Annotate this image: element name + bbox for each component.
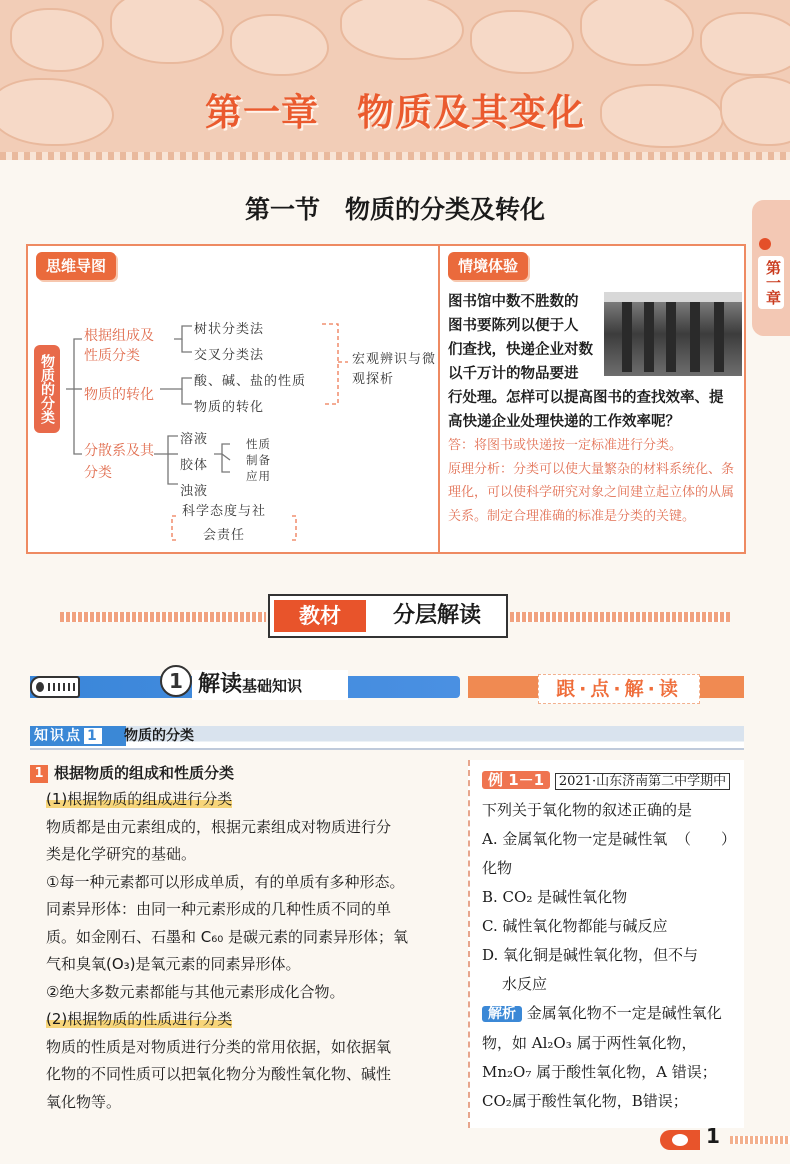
chapter-title: 第一章 物质及其变化: [205, 91, 585, 134]
mind-map-center: 物质的分类: [34, 345, 60, 433]
banner-left-label: 教材: [274, 600, 366, 632]
branch-dispersion: 分散系及其分类: [84, 443, 154, 481]
pen-icon: [30, 676, 80, 698]
scene-line: 图书馆中数不胜数的: [448, 294, 579, 310]
example-tag: 例 1－1: [482, 771, 550, 789]
content-line: [30, 1061, 464, 1089]
content-line: [30, 814, 464, 842]
content-line: [30, 869, 464, 897]
chapter-side-tab[interactable]: [752, 200, 790, 336]
scene-question: [448, 290, 738, 434]
option-d-cont: 水反应: [502, 975, 548, 993]
kp-label: 知识点: [34, 728, 82, 744]
pin-icon: [759, 238, 771, 250]
side-tab-label: 第一章: [758, 256, 784, 309]
analysis-text: 金属氧化物不一定是碱性氧化物，如 Al₂O₃ 属于两性氧化物，Mn₂O₇ 属于酸性氧化物，A 错误；CO₂属于酸性氧化物，B错误；: [482, 1004, 722, 1110]
scene-line: 们查找，快递企业对数: [448, 342, 593, 358]
leaf-cross-classification: 交叉分类法: [194, 348, 265, 363]
leaf-acid-base-salt: 酸、碱、盐的性质: [194, 374, 307, 389]
content-line-text: (2)根据物质的性质进行分类: [46, 1010, 233, 1028]
leaf-substance-transformation: 物质的转化: [194, 400, 265, 415]
scene-analysis: 原理分析：分类可以使大量繁杂的材料系统化、条理化，可以使科学研究对象之间建立起立体的从属关系。制定合理准确的标准是分类的关键。: [448, 461, 735, 524]
content-line: [30, 1089, 464, 1117]
content-line-text: ①每一种元素都可以形成单质，有的单质有多种形态。: [46, 872, 405, 891]
page-pill-icon: [660, 1130, 700, 1150]
knowledge-point-name: 物质的分类: [124, 728, 194, 744]
example-source: 2021·山东济南第二中学期中: [555, 773, 730, 790]
scene-answer: 答：将图书或快递按一定标准进行分类。: [448, 438, 683, 453]
knowledge-point-badge: [30, 726, 126, 746]
main-content: [30, 760, 464, 1116]
content-line: [30, 951, 464, 979]
content-line-text: 质。如金刚石、石墨和 C₆₀ 是碳元素的同素异形体；氧: [46, 927, 409, 946]
banner-rule-left: [60, 612, 266, 622]
analysis-tag: 解析: [482, 1006, 522, 1022]
content-line: [30, 841, 464, 869]
footer-strip: [730, 1136, 790, 1144]
leaf-suspension: 浊液: [180, 484, 209, 499]
follow-point-title: 跟·点·解·读: [538, 674, 700, 704]
section-title-big: 解读: [198, 672, 243, 697]
content-line-text: 化物的不同性质可以把氧化物分为酸性氧化物、碱性: [46, 1065, 392, 1083]
page-number: 1: [706, 1124, 720, 1148]
leaf-solution: 溶液: [180, 432, 209, 447]
content-line: [30, 896, 464, 924]
heading-text: 根据物质的组成和性质分类: [54, 764, 235, 782]
macro-micro-summary: 宏观辨识与微观探析: [352, 352, 437, 387]
section-title-small: 基础知识: [242, 677, 303, 695]
content-line: [30, 786, 464, 814]
option-b: B. CO₂ 是碱性氧化物: [482, 888, 628, 906]
option-d: D. 氧化铜是碱性氧化物，但不与: [482, 946, 699, 964]
scene-answer-block: [448, 434, 740, 528]
leaf-properties-prep-use: 性质制备应用: [246, 437, 271, 483]
branch-transformation: 物质的转化: [84, 387, 154, 403]
mind-map-badge: 思维导图: [36, 252, 116, 280]
branch-composition: 根据组成及性质分类: [84, 328, 154, 364]
content-heading: [30, 760, 464, 786]
leaf-colloid: 胶体: [180, 458, 209, 473]
scene-line: 高快递企业处理快递的工作效率呢？: [448, 414, 680, 430]
example-stem: 下列关于氧化物的叙述正确的是: [482, 801, 693, 819]
kp-number: 1: [84, 728, 102, 744]
content-line-text: 物质的性质是对物质进行分类的常用依据，如依据氧: [46, 1037, 392, 1056]
content-line: [30, 1006, 464, 1034]
content-line-text: 同素异形体：由同一种元素形成的几种性质不同的单: [46, 900, 392, 918]
option-c: C. 碱性氧化物都能与碱反应: [482, 917, 668, 935]
scene-line: 行处理。怎样可以提高图书的查找效率、提: [448, 390, 724, 406]
content-line-text: 气和臭氧(O₃)是氧元素的同素异形体。: [46, 955, 301, 973]
scene-line: 以千万计的物品要进: [448, 366, 579, 382]
content-line-text: ②绝大多数元素都能与其他元素形成化合物。: [46, 982, 345, 1001]
content-line-text: 类是化学研究的基础。: [46, 845, 197, 863]
option-a: A. 金属氧化物一定是碱性氧化物: [482, 830, 668, 877]
content-line: [30, 979, 464, 1007]
heading-number: 1: [30, 765, 48, 783]
banner-rule-right: [510, 612, 730, 622]
content-line: [30, 1034, 464, 1062]
content-line-text: (1)根据物质的组成进行分类: [46, 790, 233, 808]
scene-line: 图书要陈列以便于人: [448, 318, 579, 334]
textbook-banner: [268, 594, 508, 638]
content-line: [30, 924, 464, 952]
leaf-tree-classification: 树状分类法: [194, 322, 265, 337]
chapter-header-band: [0, 0, 790, 160]
content-line-text: 物质都是由元素组成的，根据元素组成对物质进行分: [46, 817, 392, 836]
scene-badge: 情境体验: [448, 252, 528, 280]
example-block: [482, 766, 744, 1116]
science-responsibility-summary: 科学态度与社会责任: [181, 504, 266, 543]
section-title-basic: [192, 670, 348, 700]
content-line-text: 氧化物等。: [46, 1092, 122, 1111]
section-title: 第一节 物质的分类及转化: [244, 195, 545, 224]
section-number: 1: [160, 665, 192, 697]
answer-blank: （ ）: [675, 830, 736, 848]
banner-right-label: 分层解读: [392, 603, 481, 628]
